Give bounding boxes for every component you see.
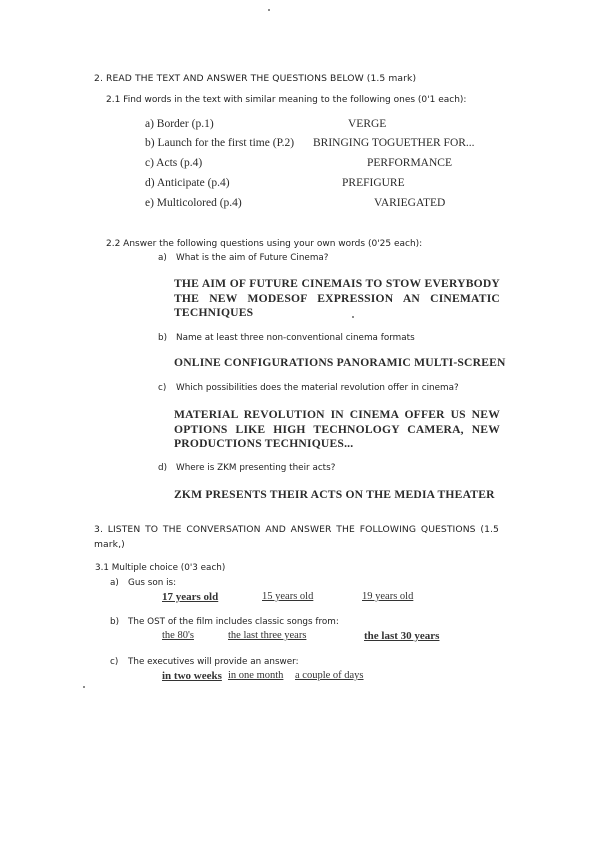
choice-option: a couple of days [295,670,364,681]
vocab-item-answer: VARIEGATED [374,197,446,209]
vocab-item-label: c) Acts (p.4) [145,157,203,169]
choice-option: the last three years [228,630,307,641]
vocab-item-label: d) Anticipate (p.4) [145,177,230,189]
vocab-item-answer: PREFIGURE [342,177,405,189]
scan-speck [83,686,85,688]
choice-option: 19 years old [362,591,414,602]
vocab-item-answer: PERFORMANCE [367,157,452,169]
vocab-item-answer: BRINGING TOGUETHER FOR... [313,137,475,149]
question-text: What is the aim of Future Cinema? [176,253,329,263]
scan-speck [352,316,354,318]
question-letter: d) [158,463,168,473]
choice-option: in one month [228,670,284,681]
question-text: Where is ZKM presenting their acts? [176,463,336,473]
question-text: The executives will provide an answer: [128,657,299,667]
question-letter: b) [110,617,120,627]
choice-option-selected: in two weeks [162,670,222,682]
section-2-2-heading: 2.2 Answer the following questions using your own words (0'25 each): [106,239,423,249]
scan-speck [268,9,270,11]
vocab-item-label: b) Launch for the first time (P.2) [145,137,295,149]
question-answer: MATERIAL REVOLUTION IN CINEMA OFFER US NEW OPTIONS LIKE HIGH TECHNOLOGY CAMERA, NEW PRODUCTIONS TECHNIQUES... [174,408,500,450]
vocab-item-answer: VERGE [348,118,387,130]
section-2-1-heading: 2.1 Find words in the text with similar meaning to the following ones (0'1 each): [106,95,467,105]
question-text: Name at least three non-conventional cinema formats [176,333,415,343]
section-2-heading: 2. READ THE TEXT AND ANSWER THE QUESTIONS BELOW (1.5 mark) [94,73,417,84]
choice-option: the 80's [162,630,194,641]
choice-option-selected: 17 years old [162,591,219,603]
vocab-item-label: a) Border (p.1) [145,118,214,130]
question-letter: b) [158,333,168,343]
question-text: The OST of the film includes classic songs from: [128,617,339,627]
choice-option: 15 years old [262,591,314,602]
section-3-heading: 3. LISTEN TO THE CONVERSATION AND ANSWER THE FOLLOWING QUESTIONS (1.5 mark,) [94,524,499,550]
question-letter: c) [110,657,119,667]
section-3-1-heading: 3.1 Multiple choice (0'3 each) [95,563,226,573]
vocab-item-label: e) Multicolored (p.4) [145,197,242,209]
question-letter: c) [158,383,167,393]
question-answer: ONLINE CONFIGURATIONS PANORAMIC MULTI-SCREEN [174,356,506,369]
question-letter: a) [110,578,119,588]
question-text: Gus son is: [128,578,177,588]
question-text: Which possibilities does the material revolution offer in cinema? [176,383,459,393]
question-answer: THE AIM OF FUTURE CINEMAIS TO STOW EVERYBODY THE NEW MODESOF EXPRESSION AN CINEMATIC TECHNIQUES [174,277,500,319]
question-letter: a) [158,253,167,263]
choice-option-selected: the last 30 years [364,630,440,642]
question-answer: ZKM PRESENTS THEIR ACTS ON THE MEDIA THEATER [174,488,495,501]
